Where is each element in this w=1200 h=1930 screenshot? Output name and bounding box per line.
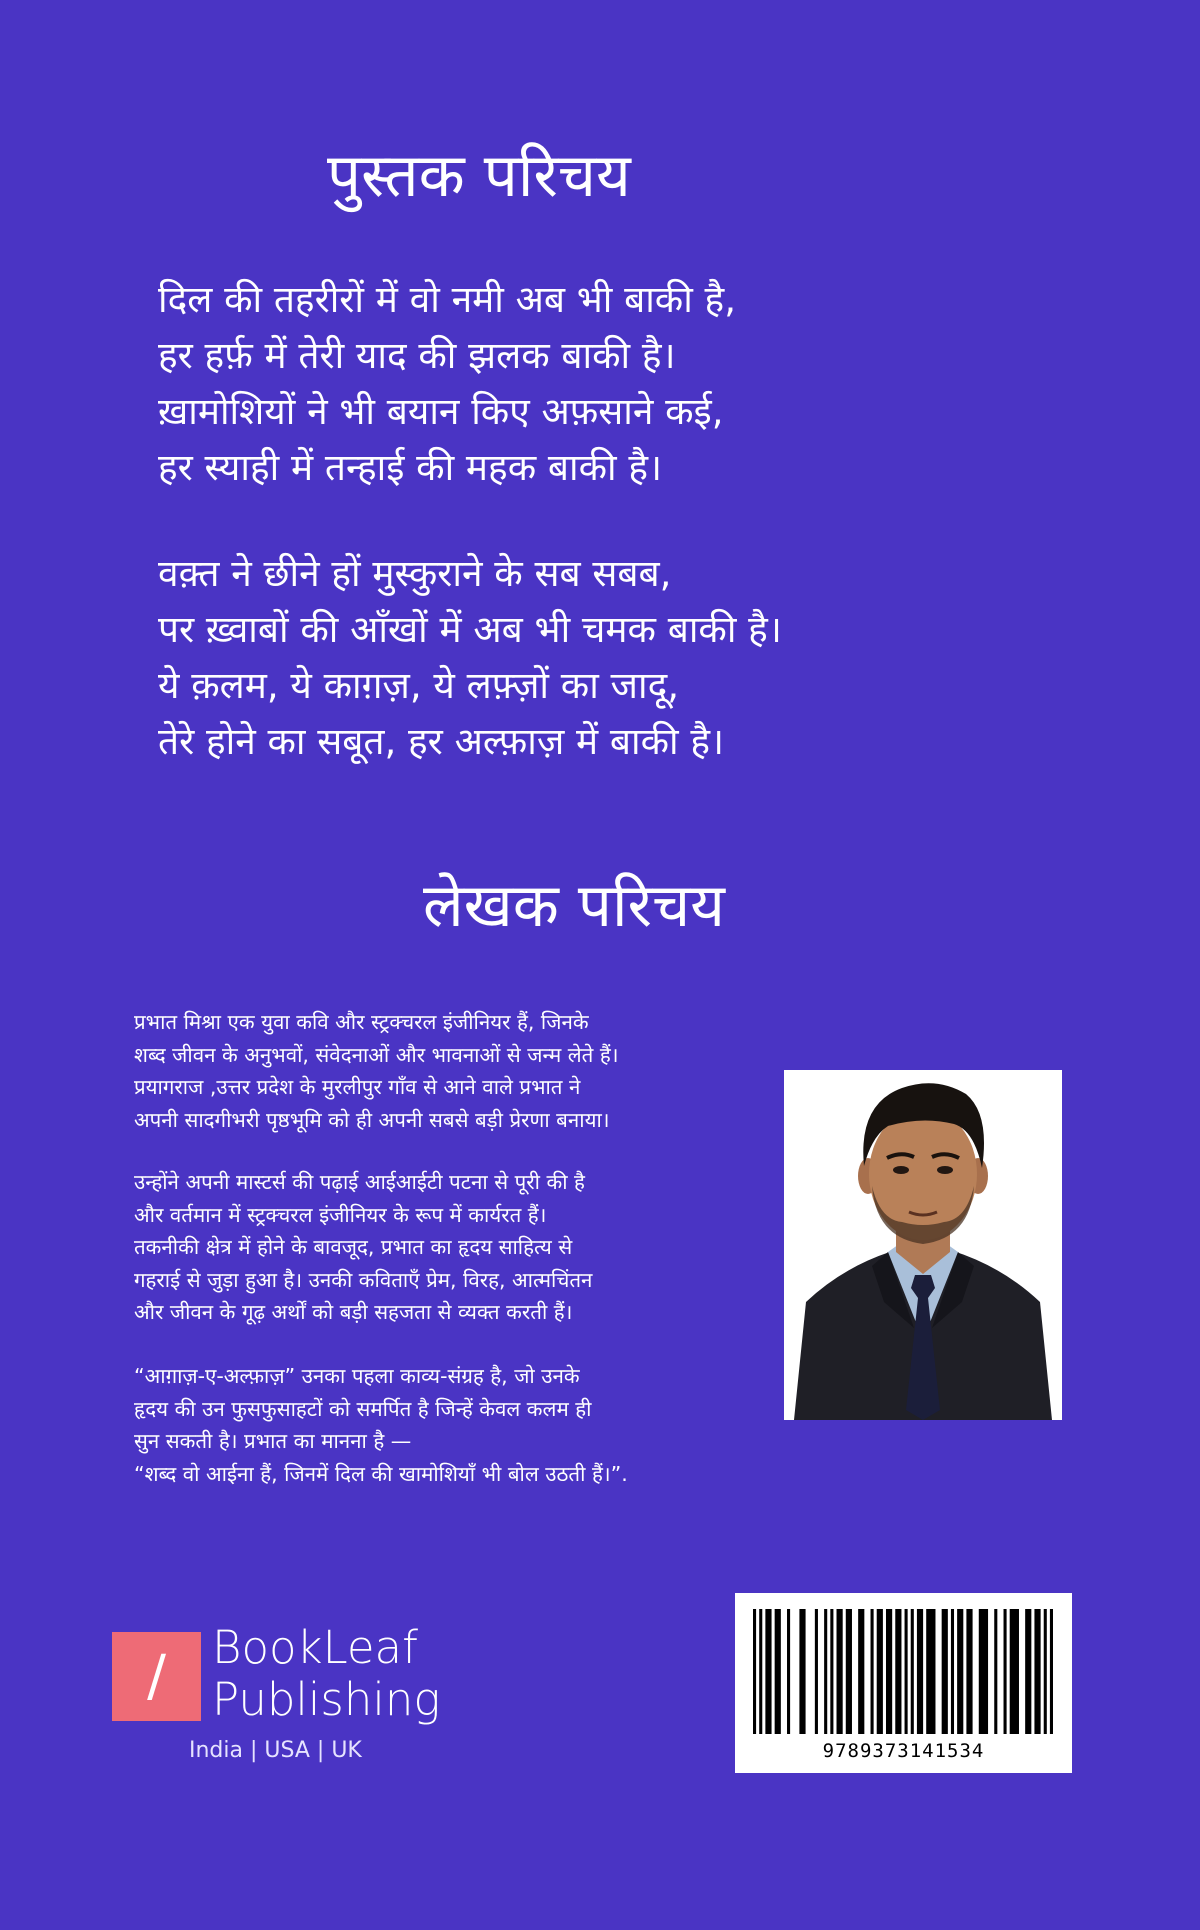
- barcode-bar: [886, 1609, 892, 1734]
- bio-line: तकनीकी क्षेत्र में होने के बावजूद, प्रभात का हृदय साहित्य से: [134, 1235, 573, 1259]
- barcode-bar: [759, 1609, 762, 1734]
- poem-line: हर हर्फ़ में तेरी याद की झलक बाकी है।: [158, 334, 676, 377]
- barcode-bar: [877, 1609, 883, 1734]
- barcode-bar: [957, 1609, 963, 1734]
- bio-line: उन्होंने अपनी मास्टर्स की पढ़ाई आईआईटी पटना से पूरी की है: [134, 1170, 585, 1194]
- publisher-name: [212, 1622, 440, 1726]
- barcode-bar: [799, 1609, 805, 1734]
- poem-line: वक़्त ने छीने हों मुस्कुराने के सब सबब,: [158, 552, 672, 595]
- barcode-bar: [787, 1609, 790, 1734]
- bio-line: शब्द जीवन के अनुभवों, संवेदनाओं और भावनाओं से जन्म लेते हैं।: [134, 1042, 619, 1067]
- barcode-bar: [966, 1609, 972, 1734]
- poem-line: हर स्याही में तन्हाई की महक बाकी है।: [158, 446, 663, 489]
- poem-line: दिल की तहरीरों में वो नमी अब भी बाकी है,: [158, 278, 736, 321]
- poem-stanza: [158, 546, 782, 770]
- author-intro-heading: लेखक परिचय: [423, 871, 725, 941]
- poem-stanza: [158, 272, 736, 496]
- poem-line: तेरे होने का सबूत, हर अल्फ़ाज़ में बाकी है।: [158, 720, 725, 763]
- logo-square: [112, 1632, 201, 1721]
- bio-line: हृदय की उन फुसफुसाहटों को समर्पित है जिन्हें केवल कलम ही: [134, 1396, 592, 1421]
- barcode-bar: [765, 1609, 771, 1734]
- barcode-bar: [917, 1609, 923, 1734]
- bio-line: और वर्तमान में स्ट्रक्चरल इंजीनियर के रूप में कार्यरत हैं।: [134, 1202, 547, 1227]
- barcode-bar: [846, 1609, 852, 1734]
- author-bio-paragraph: [134, 1360, 744, 1490]
- author-bio-paragraph: [134, 1006, 744, 1136]
- bio-line: “आग़ाज़-ए-अल्फ़ाज़” उनका पहला काव्य-संग्रह है, जो उनके: [134, 1364, 580, 1388]
- publisher-regions: India | USA | UK: [189, 1738, 362, 1763]
- barcode-bar: [951, 1609, 954, 1734]
- publisher-logo: [112, 1620, 442, 1770]
- author-photo: [784, 1070, 1062, 1420]
- poem-line: ये क़लम, ये काग़ज़, ये लफ़्ज़ों का जादू,: [158, 664, 679, 707]
- bio-line: “शब्द वो आईना हैं, जिनमें दिल की खामोशियाँ भी बोल उठती हैं।”.: [134, 1461, 628, 1486]
- slash-icon: /: [147, 1644, 166, 1709]
- barcode-bar: [1044, 1609, 1047, 1734]
- poem-line: पर ख़्वाबों की आँखों में अब भी चमक बाकी है।: [158, 608, 782, 651]
- publisher-name-line: BookLeaf: [212, 1621, 418, 1674]
- barcode-bars: [753, 1609, 1053, 1734]
- barcode-bar: [942, 1609, 948, 1734]
- barcode-bar: [905, 1609, 908, 1734]
- isbn-number: 9789373141534: [822, 1740, 985, 1762]
- author-portrait-illustration: [784, 1070, 1062, 1420]
- barcode-bar: [1025, 1609, 1031, 1734]
- barcode-bar: [994, 1609, 997, 1734]
- bio-line: प्रभात मिश्रा एक युवा कवि और स्ट्रक्चरल इंजीनियर हैं, जिनके: [134, 1010, 589, 1034]
- barcode-bar: [753, 1609, 756, 1734]
- barcode-bar: [824, 1609, 827, 1734]
- barcode-bar: [775, 1609, 781, 1734]
- barcode-bar: [1004, 1609, 1007, 1734]
- barcode-bar: [1034, 1609, 1040, 1734]
- barcode-bar: [1050, 1609, 1053, 1734]
- barcode-bar: [911, 1609, 914, 1734]
- bio-line: अपनी सादगीभरी पृष्ठभूमि को ही अपनी सबसे बड़ी प्रेरणा बनाया।: [134, 1107, 610, 1132]
- barcode-bar: [830, 1609, 833, 1734]
- barcode-bar: [1010, 1609, 1019, 1734]
- isbn-barcode: [735, 1593, 1072, 1773]
- barcode-bar: [815, 1609, 818, 1734]
- bio-line: सुन सकती है। प्रभात का मानना है —: [134, 1429, 412, 1453]
- barcode-bar: [837, 1609, 843, 1734]
- poem-line: ख़ामोशियों ने भी बयान किए अफ़साने कई,: [158, 390, 724, 433]
- barcode-bar: [871, 1609, 874, 1734]
- publisher-name-line: Publishing: [212, 1673, 441, 1726]
- bio-line: प्रयागराज ,उत्तर प्रदेश के मुरलीपुर गाँव से आने वाले प्रभात ने: [134, 1075, 581, 1099]
- author-bio-paragraph: [134, 1166, 744, 1329]
- barcode-bar: [926, 1609, 935, 1734]
- book-intro-heading: पुस्तक परिचय: [327, 141, 631, 211]
- barcode-bar: [858, 1609, 864, 1734]
- bio-line: और जीवन के गूढ़ अर्थों को बड़ी सहजता से व्यक्त करती हैं।: [134, 1300, 573, 1324]
- barcode-bar: [895, 1609, 901, 1734]
- bio-line: गहराई से जुड़ा हुआ है। उनकी कविताएँ प्रेम, विरह, आत्मचिंतन: [134, 1267, 593, 1292]
- barcode-bar: [979, 1609, 988, 1734]
